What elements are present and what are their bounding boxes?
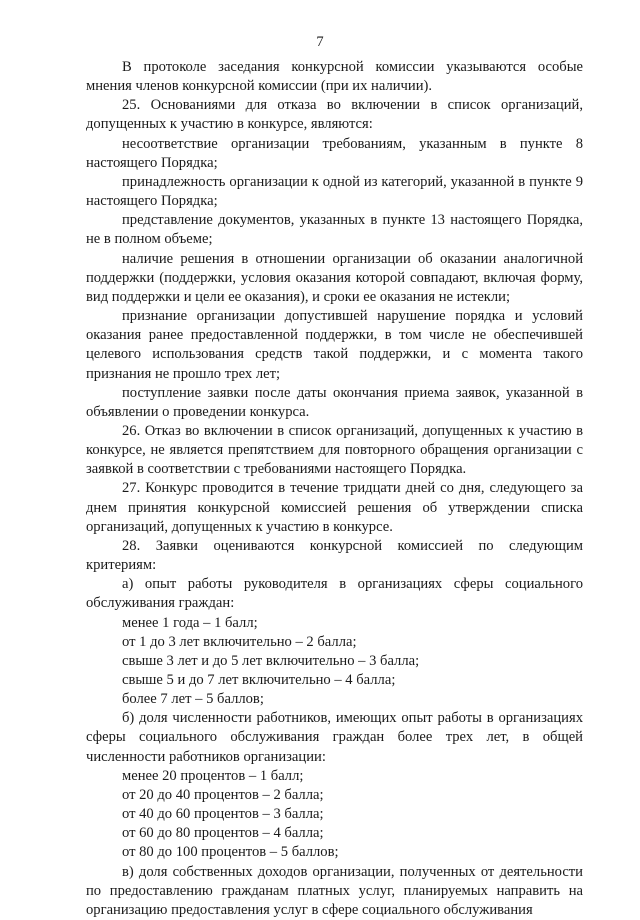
page-body <box>86 58 583 920</box>
paragraph-ground-late-application: поступление заявки после даты окончания приема заявок, указанной в объявлении о проведении конкурса. <box>86 384 583 420</box>
list-item: свыше 3 лет и до 5 лет включительно – 3 балла; <box>122 652 420 669</box>
paragraph-item-28: 28. Заявки оцениваются конкурсной комиссией по следующим критериям: <box>86 537 583 574</box>
paragraph-item-26: 26. Отказ во включении в список организаций, допущенных к участию в конкурсе, не является препятствием для повторного обращения организации с заявкой в соответствии с требованиями настоящего Порядка. <box>86 422 583 478</box>
paragraph-ground-violation: признание организации допустившей нарушение порядка и условий оказания ранее предоставленной поддержки, в том числе не обеспечившей целевого использования средств такой поддержки, и с момента такого признания не прошло трех лет; <box>86 308 583 382</box>
paragraph-criterion-c: в) доля собственных доходов организации, полученных от деятельности по предоставлению гражданам платных услуг, планируемых направить на организацию предоставления услуг в сфере социального обслуживания <box>86 863 583 918</box>
paragraph-item-27: 27. Конкурс проводится в течение тридцати дней со дня, следующего за днем принятия конкурсной комиссией решения об утверждении списка организаций, допущенных к участию в конкурсе. <box>86 480 583 535</box>
paragraph-ground-noncompliance: несоответствие организации требованиям, указанным в пункте 8 настоящего Порядка; <box>86 135 583 171</box>
page-number: 7 <box>316 34 324 50</box>
paragraph-ground-similar-support: наличие решения в отношении организации об оказании аналогичной поддержки (поддержки, условия оказания которой совпадают, включая форму, вид поддержки и цели ее оказания), и сроки ее оказания не истекли; <box>86 250 583 305</box>
list-item: от 60 до 80 процентов – 4 балла; <box>122 825 324 842</box>
list-item: от 40 до 60 процентов – 3 балла; <box>122 806 324 823</box>
paragraph-criterion-a: а) опыт работы руководителя в организациях сферы социального обслуживания граждан: <box>86 576 583 612</box>
list-item: свыше 5 и до 7 лет включительно – 4 балла; <box>122 672 396 688</box>
list-item: от 1 до 3 лет включительно – 2 балла; <box>122 633 357 650</box>
list-item: менее 20 процентов – 1 балл; <box>122 767 304 784</box>
list-item: от 20 до 40 процентов – 2 балла; <box>122 786 324 803</box>
paragraph-ground-category: принадлежность организации к одной из категорий, указанной в пункте 9 настоящего Порядка; <box>86 173 583 210</box>
list-item: менее 1 года – 1 балл; <box>122 614 258 631</box>
paragraph-protocol-opinions: В протоколе заседания конкурсной комиссии указываются особые мнения членов конкурсной комиссии (при их наличии). <box>86 59 583 95</box>
list-item: более 7 лет – 5 баллов; <box>122 691 264 708</box>
paragraph-item-25: 25. Основаниями для отказа во включении в список организаций, допущенных к участию в конкурсе, являются: <box>86 97 583 133</box>
list-item: от 80 до 100 процентов – 5 баллов; <box>122 844 339 861</box>
paragraph-ground-documents: представление документов, указанных в пункте 13 настоящего Порядка, не в полном объеме; <box>86 212 583 248</box>
paragraph-criterion-b: б) доля численности работников, имеющих опыт работы в организациях сферы социального обслуживания граждан более трех лет, в общей численности работников организации: <box>86 710 583 765</box>
